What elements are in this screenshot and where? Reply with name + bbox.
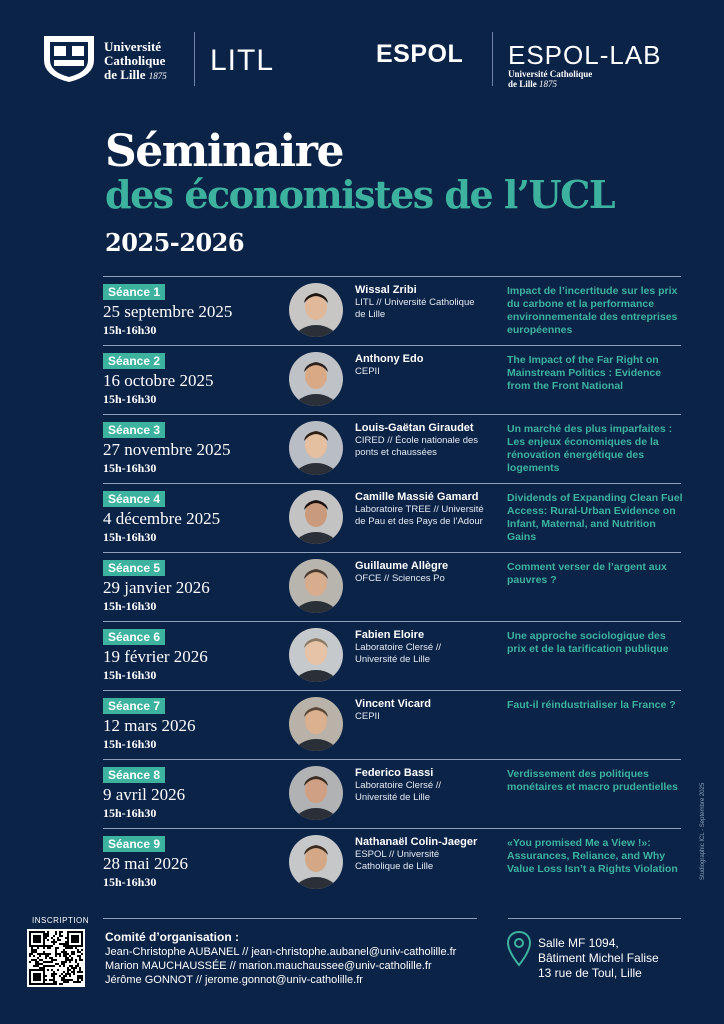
seance-date: 25 septembre 2025	[103, 302, 233, 321]
seance-badge: Séance 1	[103, 284, 165, 300]
ucl-shield-logo	[40, 32, 98, 84]
speaker-photo	[289, 421, 343, 475]
espol-lab-subtitle: Université Catholique de Lille 1875	[508, 69, 593, 89]
speaker-affiliation: Laboratoire Clersé // Université de Lille	[355, 642, 442, 665]
talk-title: Un marché des plus imparfaites : Les enjeux économiques de la rénovation énergétique des logements	[507, 423, 673, 474]
espol-lab-logo: ESPOL-LAB	[508, 40, 662, 70]
speaker-name: Anthony Edo	[355, 353, 424, 365]
row-divider	[103, 483, 681, 484]
speaker-photo	[289, 490, 343, 544]
seance-badge: Séance 4	[103, 491, 165, 507]
seance-badge: Séance 9	[103, 836, 165, 852]
speaker-name: Wissal Zribi	[355, 284, 417, 296]
talk-title: Une approche sociologique des prix et de la tarification publique	[507, 630, 669, 655]
talk-title: «You promised Me a View !»: Assurances, Reliance, and Why Value Loss Isn’t a Rights Violation	[507, 837, 678, 875]
speaker-photo	[289, 283, 343, 337]
seance-time: 15h-16h30	[103, 530, 157, 544]
talk-title: Impact de l’incertitude sur les prix du carbone et la performance environnementale des entreprises européennes	[507, 285, 678, 336]
speaker-name: Nathanaël Colin-Jaeger	[355, 836, 478, 848]
speaker-photo	[289, 697, 343, 751]
speaker-name: Federico Bassi	[355, 767, 434, 779]
seance-badge: Séance 2	[103, 353, 165, 369]
speaker-photo	[289, 559, 343, 613]
row-divider	[103, 759, 681, 760]
speaker-affiliation: ESPOL // Université Catholique de Lille	[355, 849, 440, 872]
seance-date: 12 mars 2026	[103, 716, 196, 735]
seance-badge: Séance 8	[103, 767, 165, 783]
design-credit: Studiographic ICL - Septembre 2025	[700, 782, 706, 880]
seance-time: 15h-16h30	[103, 392, 157, 406]
row-divider	[103, 621, 681, 622]
talk-title: Comment verser de l’argent aux pauvres ?	[507, 561, 667, 586]
seance-badge: Séance 6	[103, 629, 165, 645]
venue-address: Salle MF 1094, Bâtiment Michel Falise 13 rue de Toul, Lille	[538, 936, 659, 980]
inscription-label: INSCRIPTION	[32, 916, 90, 925]
footer-divider	[103, 918, 477, 919]
row-divider	[103, 276, 681, 277]
speaker-name: Fabien Eloire	[355, 629, 425, 641]
speaker-photo	[289, 628, 343, 682]
committee-member: Jérôme GONNOT // jerome.gonnot@univ-catholille.fr	[105, 974, 363, 986]
committee-member: Jean-Christophe AUBANEL // jean-christophe.aubanel@univ-catholille.fr	[105, 946, 457, 958]
speaker-name: Louis-Gaëtan Giraudet	[355, 422, 474, 434]
speaker-name: Camille Massié Gamard	[355, 491, 479, 503]
row-divider	[103, 690, 681, 691]
speaker-affiliation: OFCE // Sciences Po	[355, 573, 445, 584]
header-divider	[492, 32, 493, 86]
talk-title: Dividends of Expanding Clean Fuel Access: Rural-Urban Evidence on Infant, Maternal, and Nutrition Gains	[507, 492, 683, 543]
seance-time: 15h-16h30	[103, 806, 157, 820]
seminar-subtitle: des économistes de l’UCL	[105, 172, 615, 217]
row-divider	[103, 828, 681, 829]
litl-logo: LITL	[210, 44, 275, 77]
committee-title: Comité d’organisation :	[105, 930, 240, 944]
seance-badge: Séance 5	[103, 560, 165, 576]
seance-date: 28 mai 2026	[103, 854, 188, 873]
seance-time: 15h-16h30	[103, 737, 157, 751]
speaker-photo	[289, 766, 343, 820]
speaker-photo	[289, 352, 343, 406]
speaker-affiliation: Laboratoire TREE // Université de Pau et des Pays de l’Adour	[355, 504, 484, 527]
speaker-affiliation: LITL // Université Catholique de Lille	[355, 297, 475, 320]
espol-logo: ESPOL	[376, 40, 464, 68]
speaker-affiliation: Laboratoire Clersé // Université de Lille	[355, 780, 442, 803]
talk-title: Verdissement des politiques monétaires et macro prudentielles	[507, 768, 678, 793]
qr-code-icon[interactable]	[27, 929, 85, 987]
committee-member: Marion MAUCHAUSSÉE // marion.mauchaussee@univ-catholille.fr	[105, 960, 432, 972]
seance-date: 29 janvier 2026	[103, 578, 210, 597]
seance-date: 4 décembre 2025	[103, 509, 221, 528]
seance-time: 15h-16h30	[103, 461, 157, 475]
seance-time: 15h-16h30	[103, 323, 157, 337]
seance-date: 27 novembre 2025	[103, 440, 231, 459]
location-pin-icon	[506, 930, 532, 968]
seminar-title: Séminaire	[105, 126, 343, 177]
row-divider	[103, 414, 681, 415]
talk-title: The Impact of the Far Right on Mainstream Politics : Evidence from the Front National	[507, 354, 662, 392]
speaker-name: Guillaume Allègre	[355, 560, 449, 572]
seance-time: 15h-16h30	[103, 875, 157, 889]
talk-title: Faut-il réindustrialiser la France ?	[507, 699, 676, 711]
seance-badge: Séance 3	[103, 422, 165, 438]
speaker-photo	[289, 835, 343, 889]
header-divider	[194, 32, 195, 86]
seance-date: 9 avril 2026	[103, 785, 186, 804]
seance-date: 19 février 2026	[103, 647, 208, 666]
seance-badge: Séance 7	[103, 698, 165, 714]
row-divider	[103, 345, 681, 346]
seance-time: 15h-16h30	[103, 668, 157, 682]
ucl-name: Université Catholique de Lille 1875	[104, 39, 167, 82]
seance-time: 15h-16h30	[103, 599, 157, 613]
speaker-affiliation: CEPII	[355, 366, 380, 377]
seance-date: 16 octobre 2025	[103, 371, 214, 390]
speaker-name: Vincent Vicard	[355, 698, 432, 710]
speaker-affiliation: CEPII	[355, 711, 380, 722]
speaker-affiliation: CIRED // École nationale des ponts et chaussées	[355, 435, 479, 458]
footer-divider	[508, 918, 681, 919]
row-divider	[103, 552, 681, 553]
seminar-year: 2025-2026	[105, 228, 245, 257]
